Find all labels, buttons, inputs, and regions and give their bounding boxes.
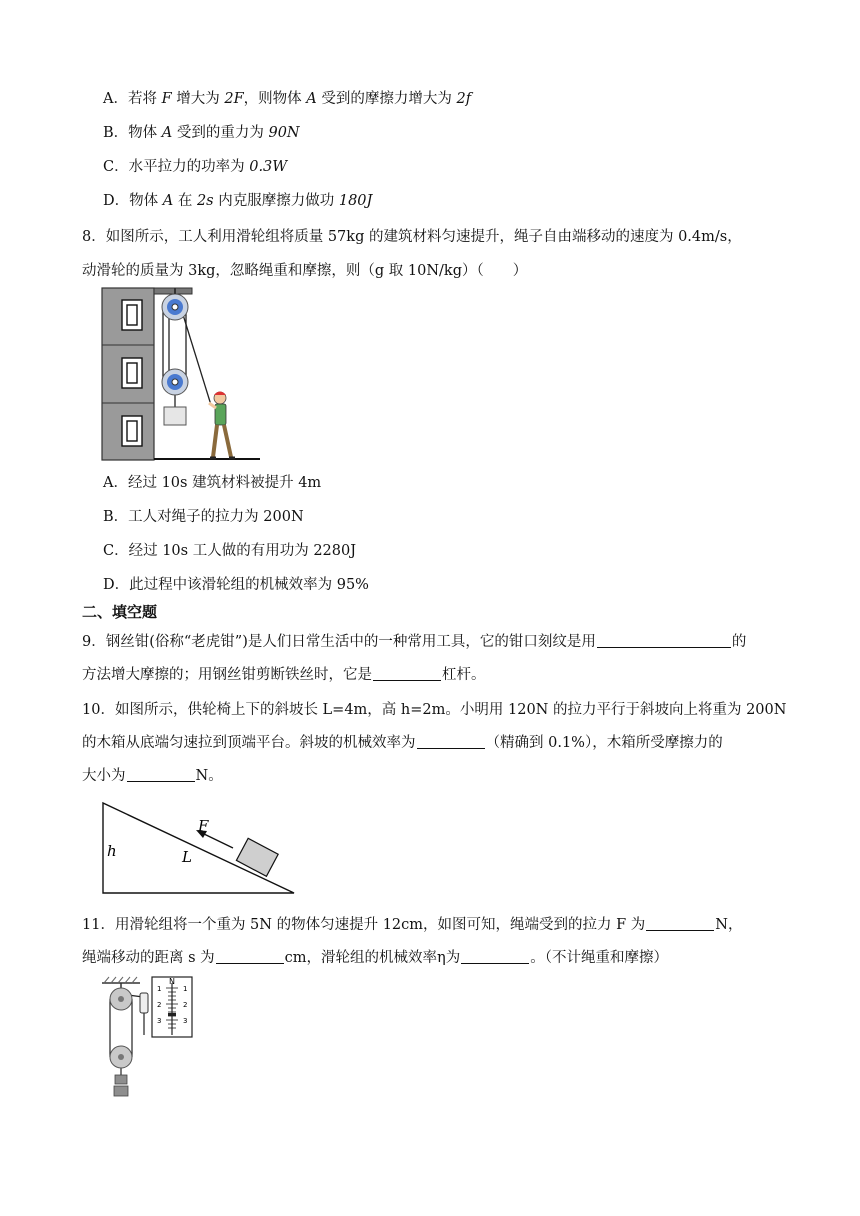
q11-line2: 绳端移动的距离 s 为 cm，滑轮组的机械效率η为 。（不计绳重和摩擦） bbox=[82, 950, 668, 966]
q9-line1: 9．钢丝钳(俗称“老虎钳”)是人们日常生活中的一种常用工具，它的钳口刻纹是用 的 bbox=[82, 634, 747, 650]
q7-option-c: C．水平拉力的功率为 0.3W bbox=[103, 159, 288, 175]
q9-blank-1[interactable] bbox=[597, 633, 731, 648]
q8-pulley-building-figure bbox=[100, 285, 265, 465]
q8-option-a: A．经过 10s 建筑材料被提升 4m bbox=[103, 475, 322, 491]
q11-scale-unit: N bbox=[169, 977, 175, 986]
q8-option-c: C．经过 10s 工人做的有用功为 2280J bbox=[103, 543, 357, 559]
q10-blank-efficiency[interactable] bbox=[417, 734, 485, 749]
q11-blank-efficiency[interactable] bbox=[461, 949, 529, 964]
q7-option-a: A．若将 F 增大为 2F，则物体 A 受到的摩擦力增大为 2f bbox=[103, 91, 472, 107]
q10-label-F: F bbox=[198, 817, 209, 835]
q9-blank-2[interactable] bbox=[373, 666, 441, 681]
q8-stem-line2: 动滑轮的质量为 3kg，忽略绳重和摩擦，则（g 取 10N/kg）（ ） bbox=[82, 263, 528, 279]
q11-scale-mark-3-right: 3 bbox=[183, 1017, 188, 1025]
q11-pulley-scale-figure bbox=[100, 975, 195, 1105]
q10-label-L: L bbox=[182, 848, 192, 866]
q10-blank-friction[interactable] bbox=[127, 767, 195, 782]
q11-scale-mark-2-left: 2 bbox=[157, 1001, 162, 1009]
q7-option-d: D．物体 A 在 2s 内克服摩擦力做功 180J bbox=[103, 193, 373, 209]
q10-incline-figure bbox=[100, 800, 300, 896]
q10-label-h: h bbox=[107, 842, 117, 860]
q8-option-d: D．此过程中该滑轮组的机械效率为 95% bbox=[103, 577, 369, 593]
q11-scale-mark-3-left: 3 bbox=[157, 1017, 162, 1025]
q8-stem-line1: 8．如图所示，工人利用滑轮组将质量 57kg 的建筑材料匀速提升，绳子自由端移动的速度为 0.4m/s， bbox=[82, 229, 742, 245]
q10-line1: 10．如图所示，供轮椅上下的斜坡长 L=4m，高 h=2m。小明用 120N 的拉力平行于斜坡向上将重为 200N bbox=[82, 702, 787, 718]
q7-option-b: B．物体 A 受到的重力为 90N bbox=[103, 125, 300, 141]
section-heading-fill-blank: 二、填空题 bbox=[82, 603, 158, 621]
q11-line1: 11．用滑轮组将一个重为 5N 的物体匀速提升 12cm，如图可知，绳端受到的拉力 F 为 N， bbox=[82, 917, 743, 933]
q10-line2: 的木箱从底端匀速拉到顶端平台。斜坡的机械效率为 （精确到 0.1%），木箱所受摩擦力的 bbox=[82, 735, 723, 751]
q10-line3: 大小为 N。 bbox=[82, 768, 223, 784]
q11-blank-distance[interactable] bbox=[216, 949, 284, 964]
q9-line2: 方法增大摩擦的；用钢丝钳剪断铁丝时，它是 杠杆。 bbox=[82, 667, 486, 683]
q11-scale-mark-2-right: 2 bbox=[183, 1001, 188, 1009]
q8-option-b: B．工人对绳子的拉力为 200N bbox=[103, 509, 304, 525]
q11-scale-mark-1-left: 1 bbox=[157, 985, 162, 993]
q11-scale-mark-1-right: 1 bbox=[183, 985, 188, 993]
q11-blank-force[interactable] bbox=[646, 916, 714, 931]
